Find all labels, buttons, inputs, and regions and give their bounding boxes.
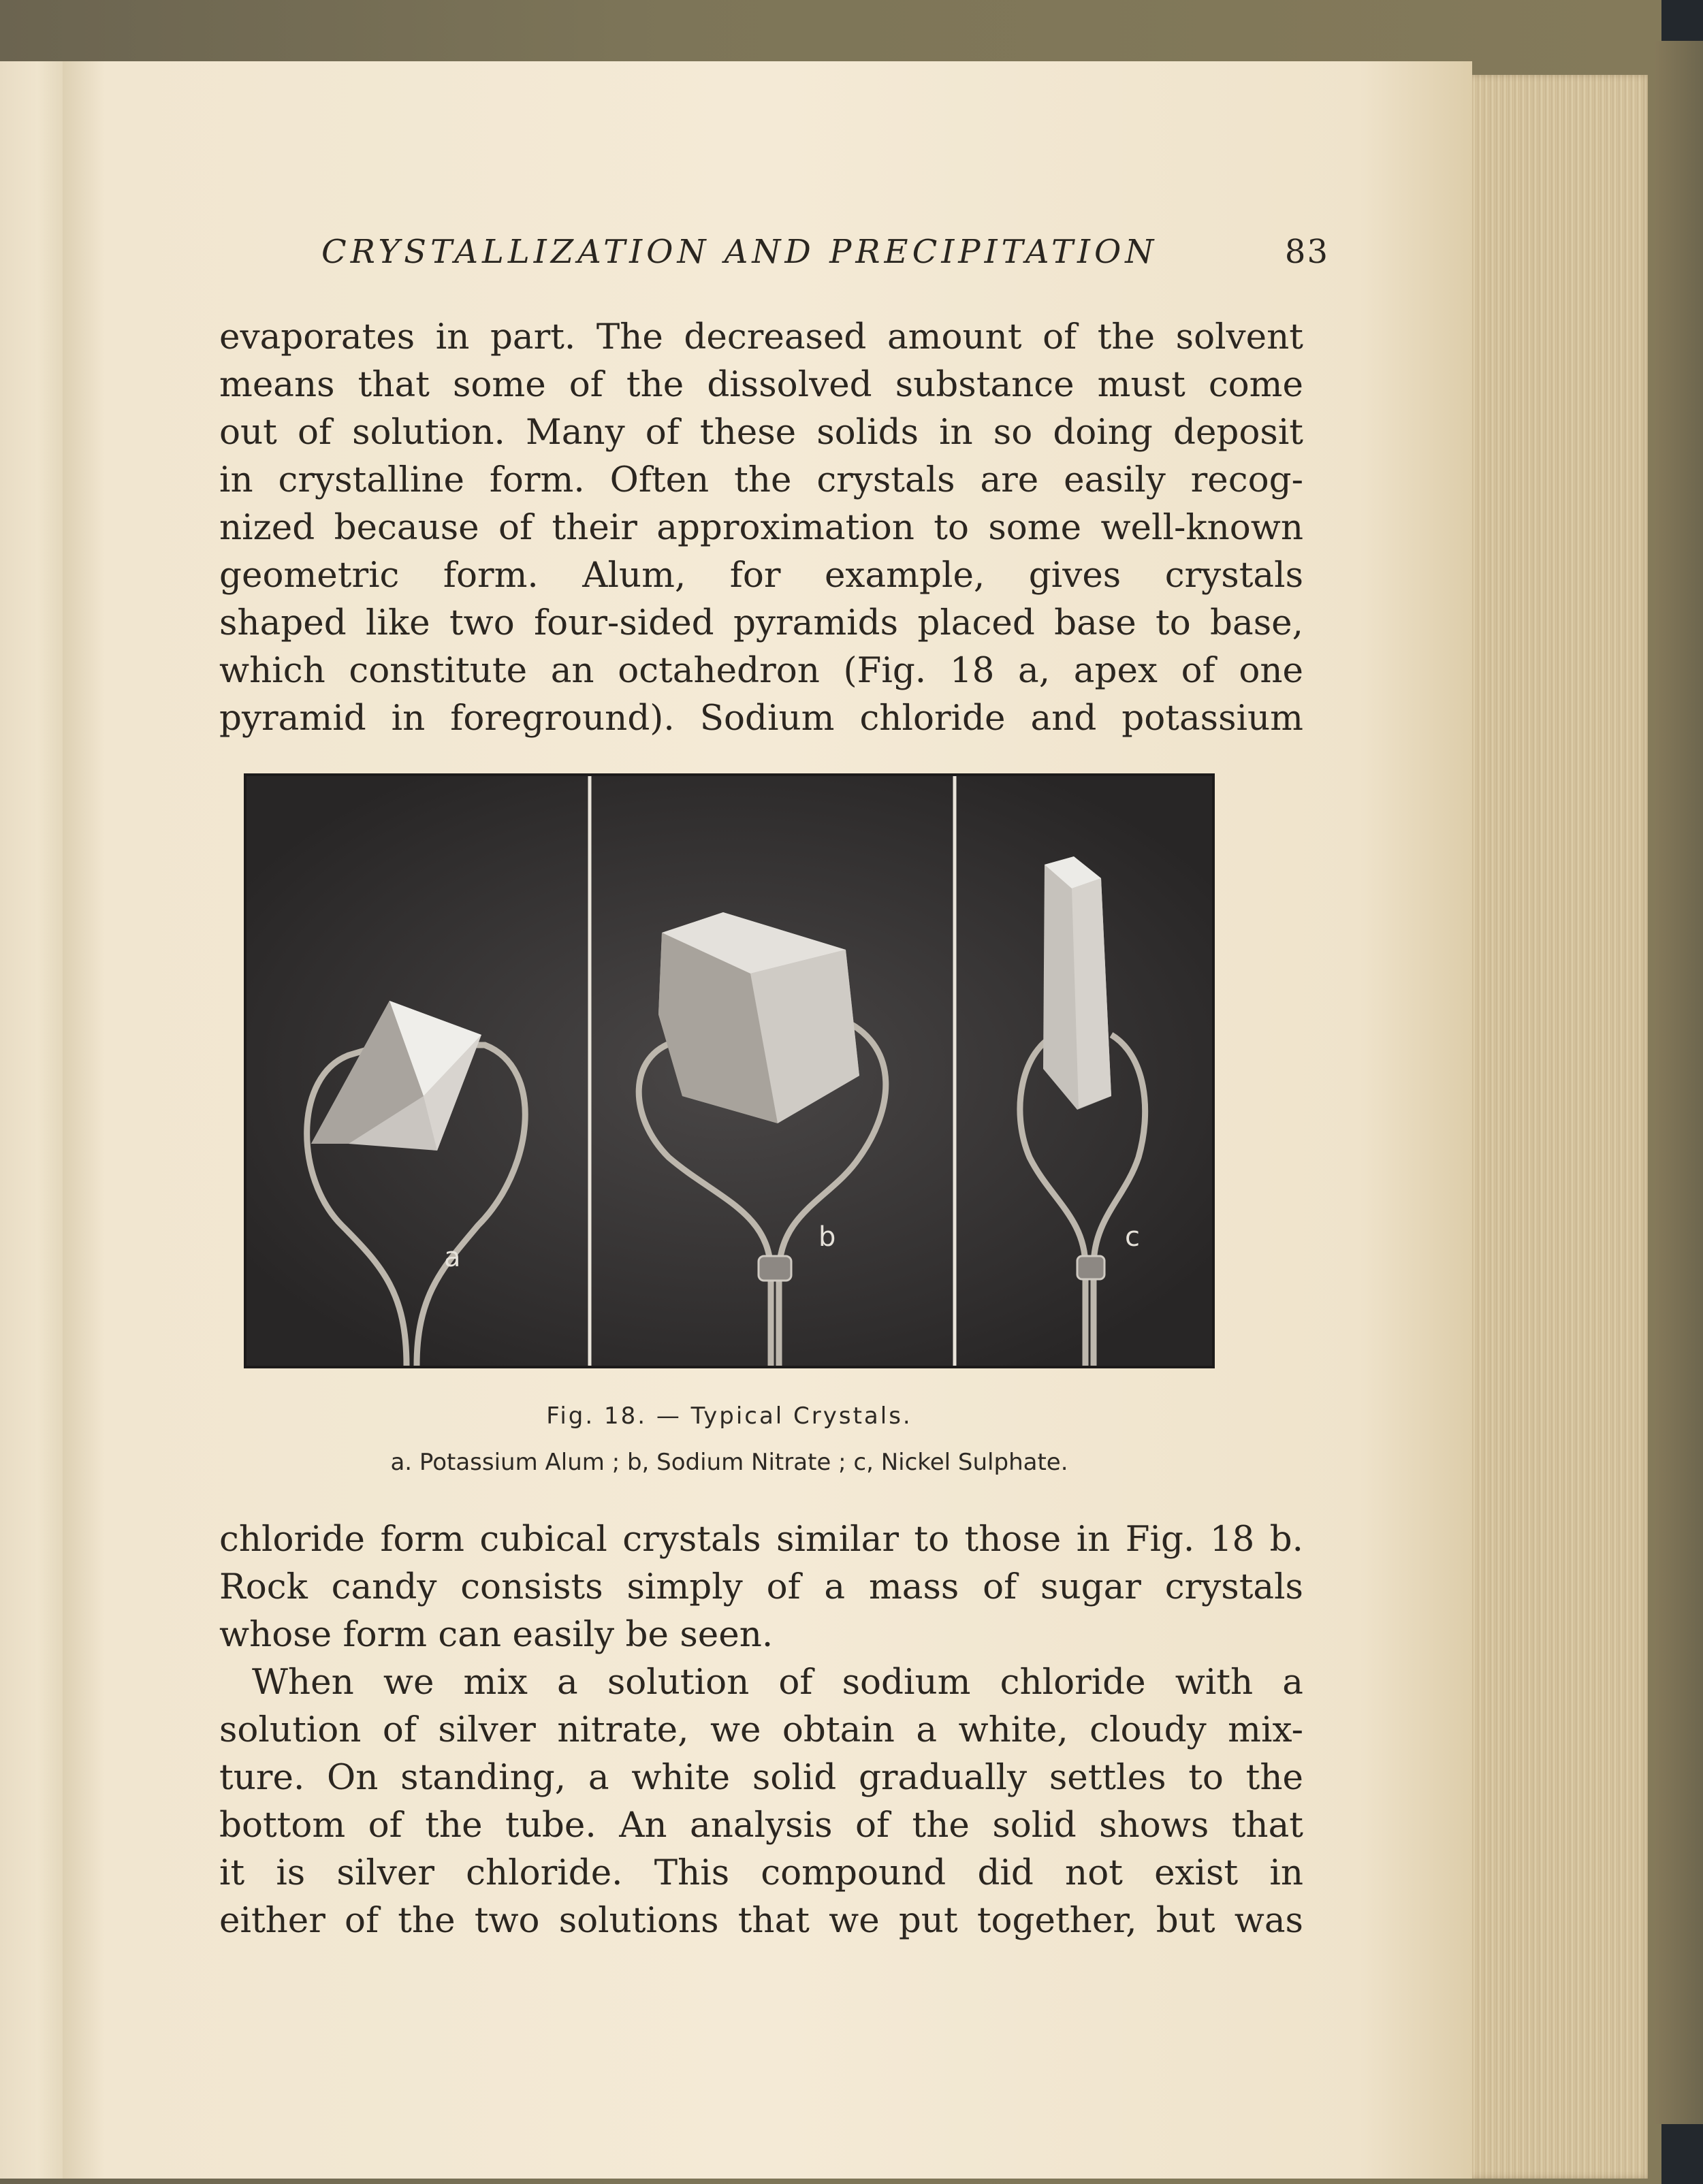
text-line: shaped like two four-sided pyramids placed base to base, xyxy=(219,603,1303,643)
text-line: in crystalline form. Often the crystals are easily recog- xyxy=(219,460,1303,500)
text-line: either of the two solutions that we put together, but was xyxy=(219,1900,1303,1941)
text-line: chloride form cubical crystals similar to those in Fig. 18 b. xyxy=(219,1519,1303,1560)
text-line: bottom of the tube. An analysis of the solid shows that xyxy=(219,1805,1303,1846)
text-line: pyramid in foreground). Sodium chloride and potassium xyxy=(219,698,1303,739)
left-facing-page xyxy=(0,61,64,2179)
page-block-edges xyxy=(1464,75,1648,2179)
text-line: it is silver chloride. This compound did not exist in xyxy=(219,1852,1303,1893)
text-line: geometric form. Alum, for example, gives crystals xyxy=(219,555,1303,596)
text-line: means that some of the dissolved substance must come xyxy=(219,364,1303,405)
text-line: When we mix a solution of sodium chloride with a xyxy=(252,1662,1303,1703)
text-line: out of solution. Many of these solids in so doing deposit xyxy=(219,412,1303,453)
paragraph-2 xyxy=(219,1515,1303,1658)
text-line: evaporates in part. The decreased amount of the solvent xyxy=(219,317,1303,357)
paragraph-1 xyxy=(219,313,1303,742)
panel-label-a: a xyxy=(444,1242,461,1273)
cover-edge xyxy=(1655,41,1703,2124)
text-line: which constitute an octahedron (Fig. 18 a, apex of one xyxy=(219,650,1303,691)
text-line: solution of silver nitrate, we obtain a white, cloudy mix- xyxy=(219,1709,1303,1750)
crystal-photograph-figure xyxy=(244,773,1215,1368)
panel-label-c: c xyxy=(1125,1221,1140,1253)
figure-caption-title: Fig. 18. — Typical Crystals. xyxy=(546,1402,912,1430)
paragraph-3 xyxy=(219,1658,1303,1944)
figure-caption-detail: a. Potassium Alum ; b, Sodium Nitrate ; c, Nickel Sulphate. xyxy=(390,1449,1068,1476)
running-head xyxy=(321,233,1329,280)
text-line: whose form can easily be seen. xyxy=(219,1614,774,1655)
crystal-photographs xyxy=(246,776,1212,1366)
text-line: nized because of their approximation to some well-known xyxy=(219,507,1303,548)
page-number: 83 xyxy=(1284,233,1329,271)
panel-label-b: b xyxy=(818,1221,836,1253)
text-line: ture. On standing, a white solid gradually settles to the xyxy=(219,1757,1303,1798)
running-title: CRYSTALLIZATION AND PRECIPITATION xyxy=(321,233,1158,271)
text-line: Rock candy consists simply of a mass of sugar crystals xyxy=(219,1567,1303,1607)
